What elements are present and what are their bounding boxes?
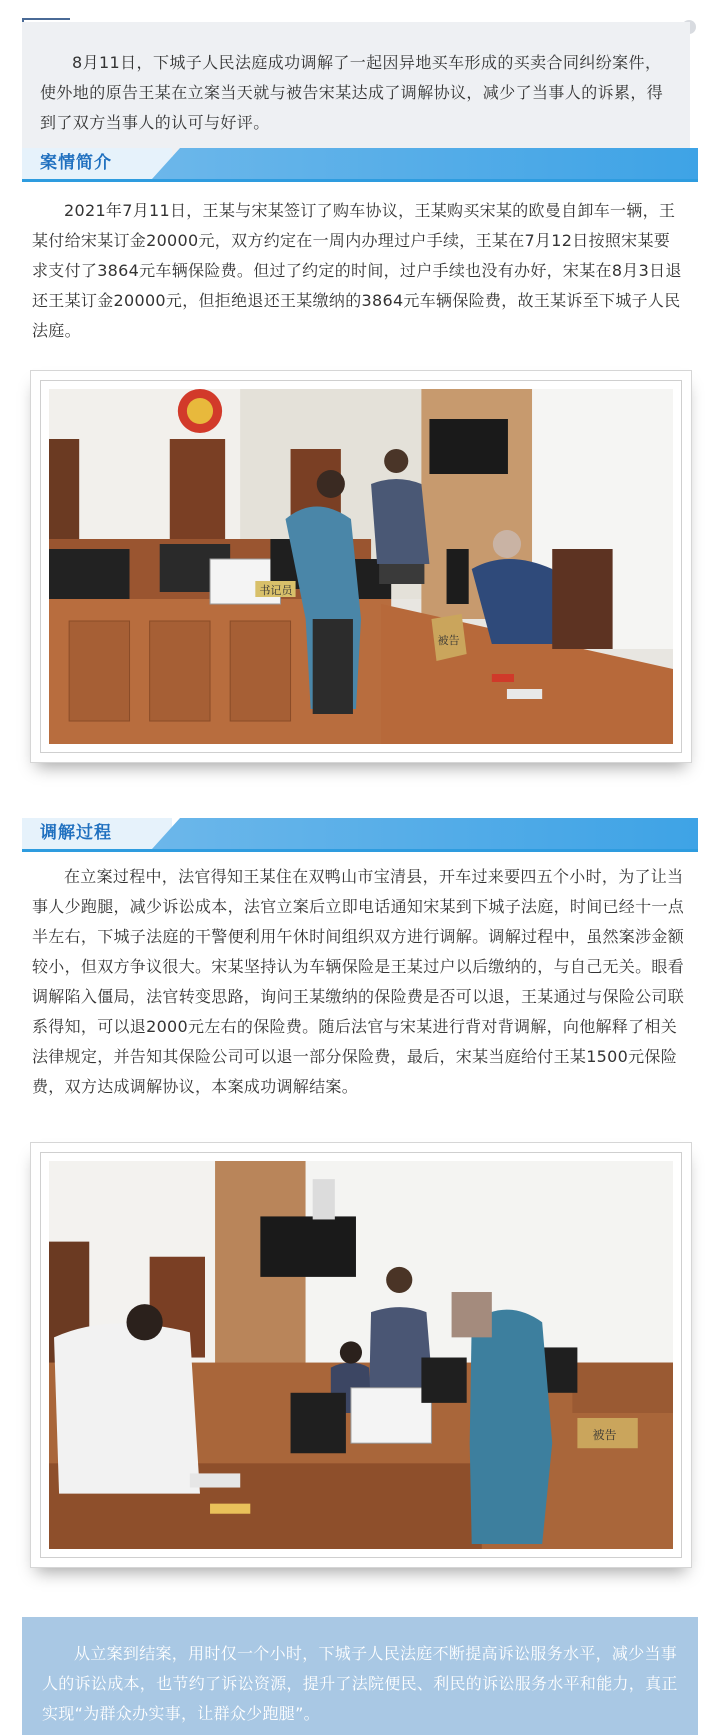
sign-defendant-2: 被告 bbox=[592, 1428, 617, 1443]
section-header-line bbox=[22, 179, 698, 182]
section-header-bar bbox=[152, 148, 698, 179]
courtroom-photo-1-image bbox=[49, 389, 673, 744]
sign-defendant-1: 被告 bbox=[437, 634, 460, 647]
intro-box bbox=[22, 22, 690, 156]
section-header-bar bbox=[152, 818, 698, 849]
section-title: 案情简介 bbox=[40, 153, 112, 173]
intro-text: 8月11日，下城子人民法庭成功调解了一起因异地买车形成的买卖合同纠纷案件，使外地的原告王某在立案当天就与被告宋某达成了调解协议，减少了当事人的诉累，得到了双方当事人的认可与好评。 bbox=[40, 53, 664, 132]
conclusion-box bbox=[22, 1617, 698, 1735]
mediation-process-text: 在立案过程中，法官得知王某住在双鸭山市宝清县，开车过来要四五个小时，为了让当事人少跑腿，减少诉讼成本，法官立案后立即电话通知宋某到下城子法庭，时间已经十一点半左右，下城子法庭的干警便利用午休时间组织双方进行调解。调解过程中，虽然案涉金额较小，但双方争议很大。宋某坚持认为车辆保险是王某过户以后缴纳的，与自己无关。眼看调解陷入僵局，法官转变思路，询问王某缴纳的保险费是否可以退，王某通过与保险公司联系得知，可以退2000元左右的保险费。随后法官与宋某进行背对背调解，向他解释了相关法律规定，并告知其保险公司可以退一部分保险费，最后，宋某当庭给付王某1500元保险费，双方达成调解协议，本案成功调解结案。 bbox=[32, 867, 685, 1096]
case-summary-text: 2021年7月11日，王某与宋某签订了购车协议，王某购买宋某的欧曼自卸车一辆，王某付给宋某订金20000元，双方约定在一周内办理过户手续，王某在7月12日按照宋某要求支付了3864元车辆保险费。但过了约定的时间，过户手续也没有办好，宋某在8月3日退还王某订金20000元，但拒绝退还王某缴纳的3864元车辆保险费，故王某诉至下城子人民法庭。 bbox=[32, 201, 682, 340]
section-title: 调解过程 bbox=[40, 823, 112, 843]
section-header-line bbox=[22, 849, 698, 852]
sign-clerk: 书记员 bbox=[259, 584, 293, 597]
section-header-mediation-process bbox=[22, 818, 698, 852]
case-summary-body bbox=[32, 196, 686, 346]
courtroom-photo-2-image bbox=[49, 1161, 673, 1549]
courtroom-photo-1 bbox=[30, 370, 692, 763]
section-header-case-summary bbox=[22, 148, 698, 182]
mediation-process-body bbox=[32, 862, 686, 1102]
conclusion-text: 从立案到结案，用时仅一个小时，下城子人民法庭不断提高诉讼服务水平，减少当事人的诉讼成本，也节约了诉讼资源，提升了法院便民、利民的诉讼服务水平和能力，真正实现“为群众办实事，让群众少跑腿”。 bbox=[42, 1644, 678, 1723]
courtroom-photo-2 bbox=[30, 1142, 692, 1568]
